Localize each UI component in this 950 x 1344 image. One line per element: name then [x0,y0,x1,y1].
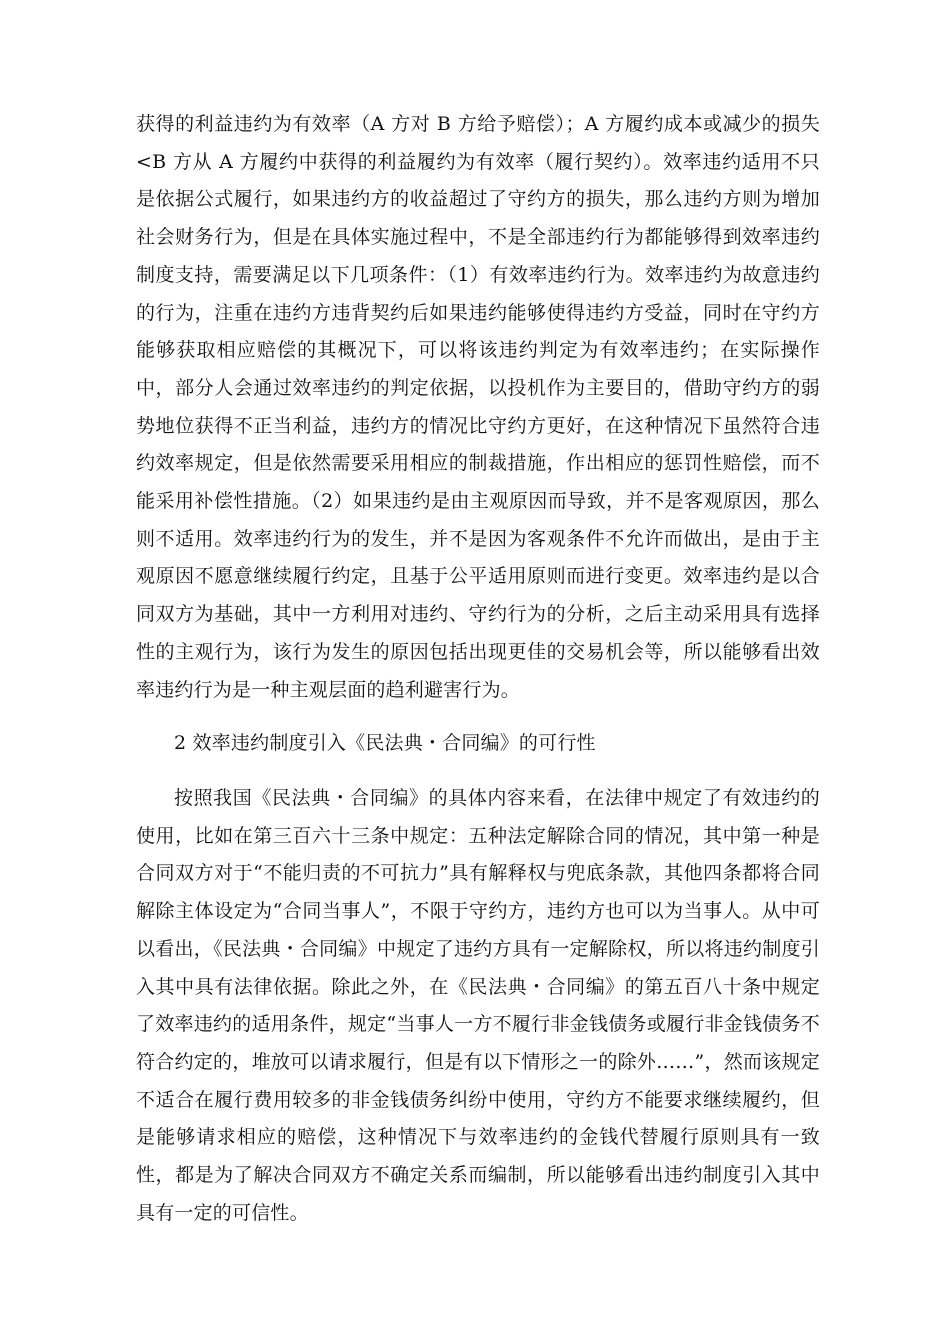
body-paragraph-efficient-breach-conditions: 获得的利益违约为有效率（A 方对 B 方给予赔偿）；A 方履约成本或减少的损失<B 方从 A 方履约中获得的利益履约为有效率（履行契约）。效率违约适用不只是依据公式履行，如果违约方的收益超过了守约方的损失，那么违约方则为增加社会财务行为，但是在具体实施过程中，不是全部违约行为都能够得到效率违约制度支持，需要满足以下几项条件：（1）有效率违约行为。效率违约为故意违约的行为，注重在违约方违背契约后如果违约能够使得违约方受益，同时在守约方能够获取相应赔偿的其概况下，可以将该违约判定为有效率违约；在实际操作中，部分人会通过效率违约的判定依据，以投机作为主要目的，借助守约方的弱势地位获得不正当利益，违约方的情况比守约方更好，在这种情况下虽然符合违约效率规定，但是依然需要采用相应的制裁措施，作出相应的惩罚性赔偿，而不能采用补偿性措施。（2）如果违约是由主观原因而导致，并不是客观原因，那么则不适用。效率违约行为的发生，并不是因为客观条件不允许而做出，是由于主观原因不愿意继续履行约定，且基于公平适用原则而进行变更。效率违约是以合同双方为基础，其中一方利用对违约、守约行为的分析，之后主动采用具有选择性的主观行为，该行为发生的原因包括出现更佳的交易机会等，所以能够看出效率违约行为是一种主观层面的趋利避害行为。 [136,113,820,701]
body-paragraph-civil-code-contracts: 按照我国《民法典・合同编》的具体内容来看，在法律中规定了有效违约的使用，比如在第三百六十三条中规定：五种法定解除合同的情况，其中第一种是合同双方对于“不能归责的不可抗力”具有解释权与兜底条款，其他四条都将合同解除主体设定为“合同当事人”，不限于守约方，违约方也可以为当事人。从中可以看出，《民法典・合同编》中规定了违约方具有一定解除权，所以将违约制度引入其中具有法律依据。除此之外，在《民法典・合同编》的第五百八十条中规定了效率违约的适用条件，规定“当事人一方不履行非金钱债务或履行非金钱债务不符合约定的，堆放可以请求履行，但是有以下情形之一的除外……”，然而该规定不适合在履行费用较多的非金钱债务纠纷中使用，守约方不能要求继续履约，但是能够请求相应的赔偿，这种情况下与效率违约的金钱代替履行原则具有一致性，都是为了解决合同双方不确定关系而编制，所以能够看出违约制度引入其中具有一定的可信性。 [136,787,820,1224]
section-heading-feasibility: 2 效率违约制度引入《民法典・合同编》的可行性 [174,732,596,754]
